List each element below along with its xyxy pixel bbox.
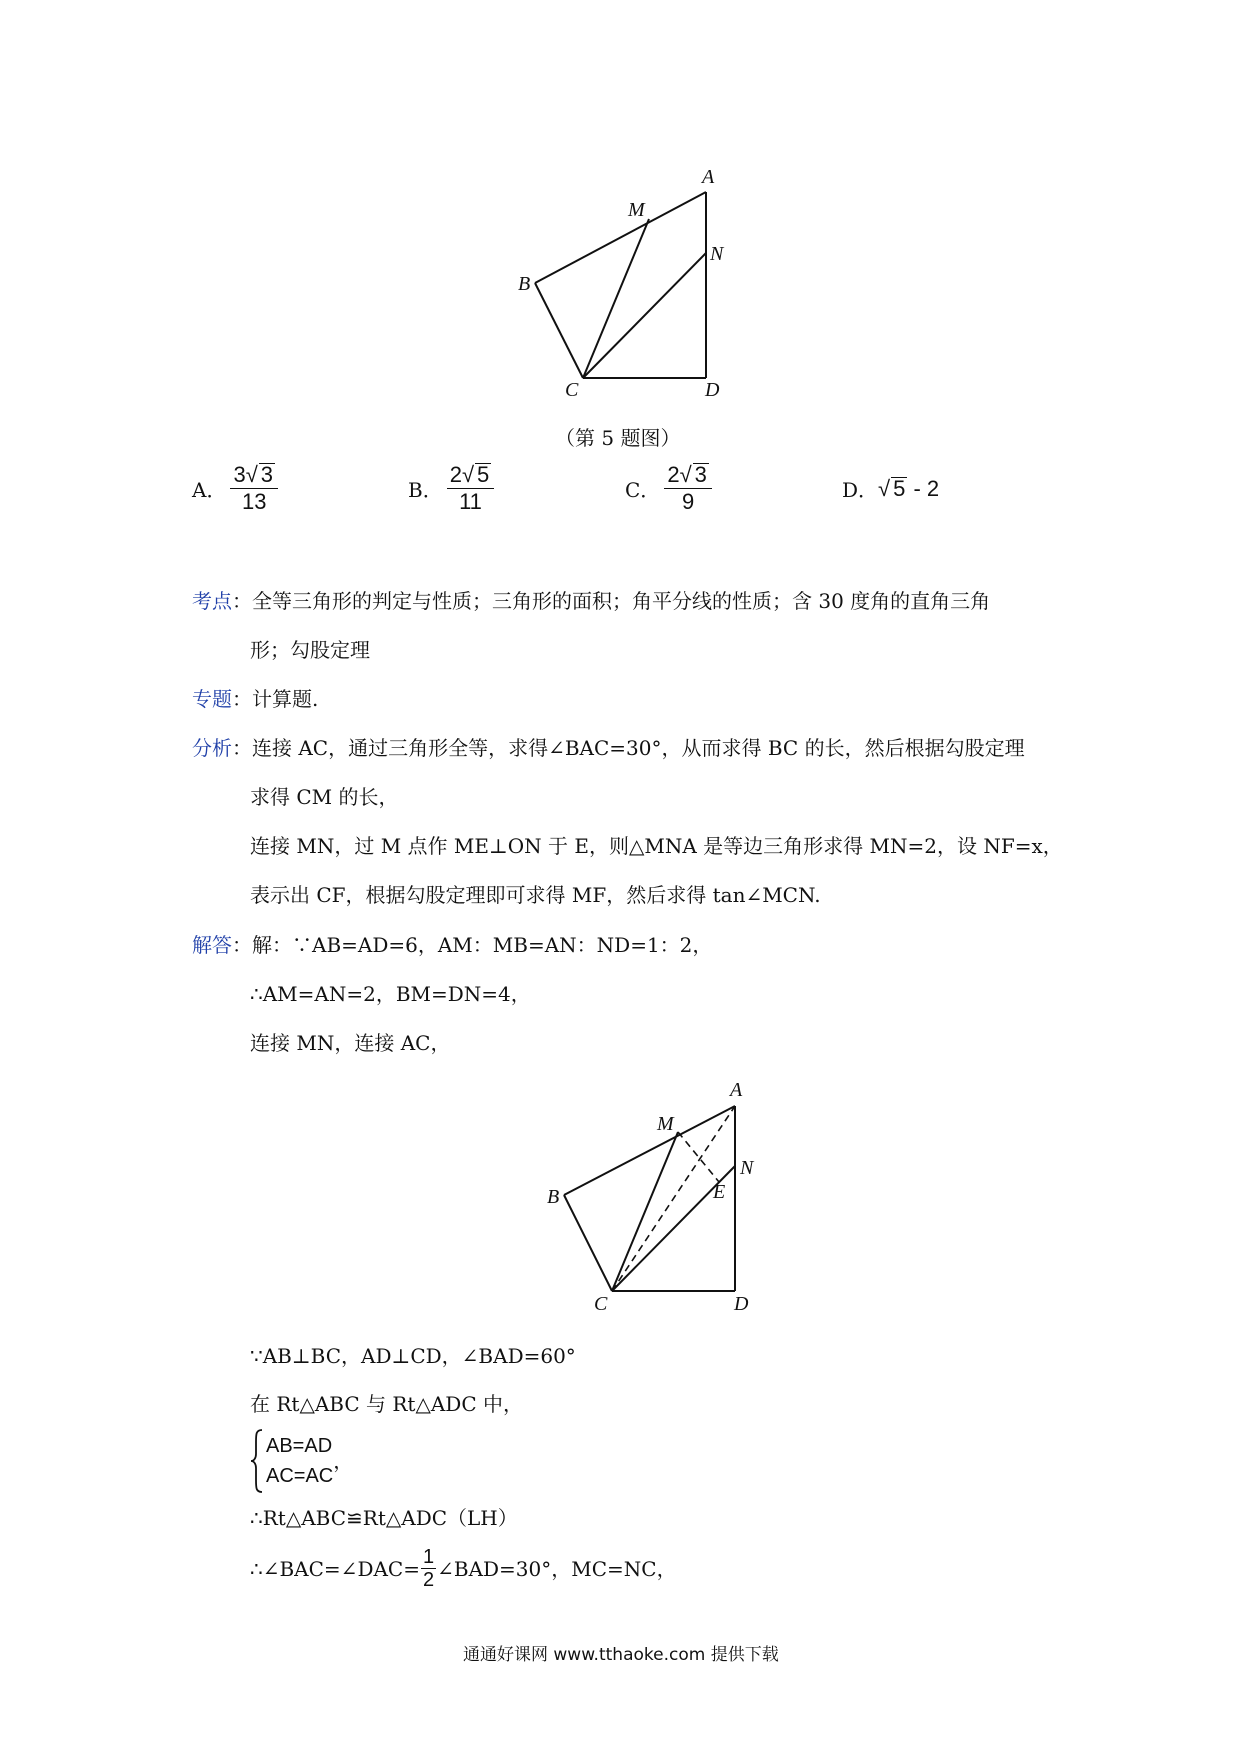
jieda-label: 解答 (192, 933, 232, 957)
fenxi-line-4: 表示出 CF，根据勾股定理即可求得 MF，然后求得 tan∠MCN. (250, 883, 821, 907)
label-D: D (734, 1293, 749, 1315)
label-A: A (702, 166, 715, 188)
kaodian-label: 考点 (192, 589, 232, 613)
zhuanti-line: 专题：计算题. (192, 687, 319, 711)
option-c: C． $\frac{2√ 3}{9}$ (625, 462, 716, 515)
page-footer: 通通好课网 www.tthaoke.com 提供下载 (463, 1645, 779, 1665)
option-letter: D． (842, 478, 879, 502)
option-d: D． √ 5 - 2 (842, 475, 940, 502)
label-M: M (628, 199, 645, 221)
solution-line-5: 在 Rt△ABC 与 Rt△ADC 中， (250, 1392, 523, 1416)
label-N: N (710, 243, 724, 265)
label-C: C (594, 1293, 608, 1315)
option-b: B． $\frac{2√ 5}{11}$ (408, 462, 498, 515)
fenxi-label: 分析 (192, 736, 232, 760)
system-eq-1: AB=AD (266, 1435, 333, 1457)
fenxi-line-1: 分析：连接 AC，通过三角形全等，求得∠BAC=30°，从而求得 BC 的长，然后根据勾股定理 (192, 736, 1025, 760)
solution-line-6: ∴Rt△ABC≌Rt△ADC（LH） (250, 1506, 518, 1530)
fraction-one-half: $\frac{1}{2}$ (422, 1546, 435, 1591)
zhuanti-label: 专题 (192, 687, 232, 711)
option-letter: C． (625, 478, 661, 502)
jieda-line-1: 解答：解：∵AB=AD=6，AM：MB=AN：ND=1：2， (192, 933, 713, 957)
figure-1-drawing (0, 0, 1240, 420)
jieda-line-3: 连接 MN，连接 AC， (250, 1031, 451, 1055)
left-brace (250, 1428, 264, 1494)
system-eq-2: AC=AC (266, 1465, 334, 1487)
figure-2 (0, 1070, 1240, 1330)
figure-1-caption: （第 5 题图） (555, 426, 681, 450)
label-M: M (657, 1113, 674, 1135)
label-A: A (730, 1079, 743, 1101)
option-a: A． $\frac{3√ 3}{13}$ (192, 462, 282, 515)
label-D: D (705, 379, 720, 401)
jieda-line-2: ∴AM=AN=2，BM=DN=4， (250, 982, 531, 1006)
option-letter: B． (408, 478, 443, 502)
fenxi-line-2: 求得 CM 的长， (250, 785, 399, 809)
solution-line-7: ∴∠BAC=∠DAC= $\frac{1}{2}$ ∠BAD=30°，MC=NC， (250, 1546, 677, 1591)
fenxi-line-3: 连接 MN，过 M 点作 ME⊥ON 于 E，则△MNA 是等边三角形求得 MN=2，设 NF=x， (250, 834, 1063, 858)
kaodian-line-2: 形；勾股定理 (250, 638, 370, 662)
option-letter: A． (192, 478, 227, 502)
kaodian-line-1: 考点：全等三角形的判定与性质；三角形的面积；角平分线的性质；含 30 度角的直角三角 (192, 589, 991, 613)
equation-system: AB=AD AC=AC ， (250, 1428, 353, 1494)
label-N: N (740, 1157, 754, 1179)
label-B: B (518, 273, 531, 295)
label-C: C (565, 379, 579, 401)
solution-line-4: ∵AB⊥BC，AD⊥CD，∠BAD=60° (250, 1344, 576, 1368)
label-E: E (713, 1181, 726, 1203)
label-B: B (547, 1186, 560, 1208)
